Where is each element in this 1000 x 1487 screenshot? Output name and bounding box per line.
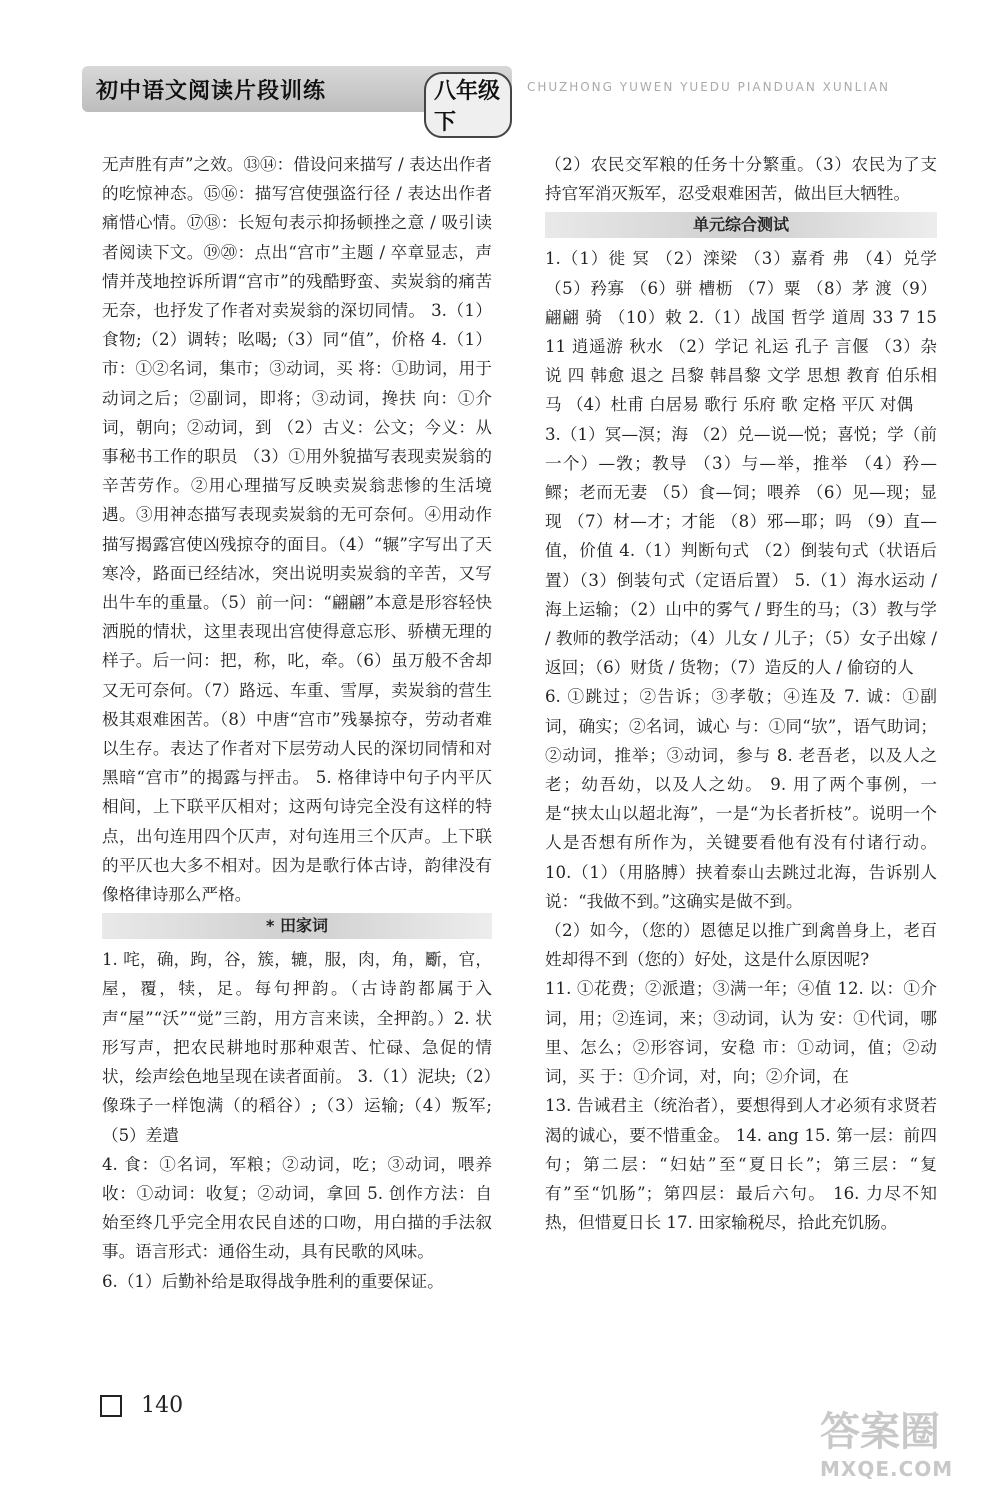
answer-paragraph: （2）如今，（您的）恩德足以推广到禽兽身上，老百姓却得不到（您的）好处，这是什么原因呢? <box>545 921 937 970</box>
page-square-icon <box>100 1395 122 1417</box>
answer-paragraph: 无声胜有声”之效。⑬⑭：借设问来描写 / 表达出作者的吃惊神态。⑮⑯：描写宫使强盗行径 / 表达出作者痛惜心情。⑰⑱：长短句表示抑扬顿挫之意 / 吸引读者阅读下文。⑲⑳：点出“宫市”主题 / 卒章显志，声情并茂地控诉所谓“宫市”的残酷野蛮、卖炭翁的痛苦无奈，也抒发了作者对卖炭翁的深切同情。 3.（1）食物;（2）调转；吆喝;（3）同“值”，价格 4.（1）市：①②名词，集市；③动词，买 将：①助词，用于动词之后；②副词，即将；③动词，搀扶 向：①介词，朝向；②动词，到 （2）古义：公文；今义：从事秘书工作的职员 （3）①用外貌描写表现卖炭翁的辛苦劳作。②用心理描写反映卖炭翁悲惨的生活境遇。③用神态描写表现卖炭翁的无可奈何。④用动作描写揭露宫使凶残掠夺的面目。（4）“辗”字写出了天寒冷，路面已经结冰，突出说明卖炭翁的辛苦，又写出牛车的重量。（5）前一问：“翩翩”本意是形容轻快洒脱的情状，这里表现出宫使得意忘形、骄横无理的样子。后一问：把，称，叱，牵。（6）虽万般不舍却又无可奈何。（7）路远、车重、雪厚，卖炭翁的营生极其艰难困苦。（8）中唐“宫市”残暴掠夺，劳动者难以生存。表达了作者对下层劳动人民的深切同情和对黑暗“宫市”的揭露与抨击。 5. 格律诗中句子内平仄相间，上下联平仄相对；这两句诗完全没有这样的特点，出句连用四个仄声，对句连用三个仄声。上下联的平仄也大多不相对。因为是歌行体古诗，韵律没有像格律诗那么严格。 <box>102 155 492 905</box>
header-banner <box>82 66 512 135</box>
answer-paragraph: 1.（1）徙 冥 （2）滦梁 （3）嘉肴 弗 （4）兑学 （5）矜寡 （6）骈 槽枥 （7）粟 （8）茅 渡（9）翩翩 骑 （10）敕 2.（1）战国 哲学 道周 33 7 15 11 逍遥游 秋水 （2）学记 礼运 孔子 言偃 （3）杂说 四 韩愈 退之 吕黎 韩昌黎 文学 思想 教育 伯乐相马 （4）杜甫 白居易 歌行 乐府 歌 定格 平仄 对偶 <box>545 249 937 415</box>
right-column <box>545 150 937 1237</box>
answer-paragraph: 6.（1）后勤补给是取得战争胜利的重要保证。 <box>102 1271 444 1291</box>
page-footer <box>100 1393 183 1418</box>
answer-paragraph: （2）农民交军粮的任务十分繁重。（3）农民为了支持官军消灭叛军，忍受艰难困苦，做出巨大牺牲。 <box>545 155 937 204</box>
answer-paragraph: 3.（1）冥—溟；海 （2）兑—说—悦；喜悦；学（前一个）—敩；教导 （3）与—举，推举 （4）矜—鳏；老而无妻 （5）食—饲；喂养 （6）见—现；显现 （7）材—才；才能 （8）邪—耶；吗 （9）直—值，价值 4.（1）判断句式 （2）倒装句式（状语后置）（3）倒装句式（定语后置） 5.（1）海水运动 / 海上运输；（2）山中的雾气 / 野生的马；（3）教与学 / 教师的教学活动；（4）儿女 / 儿子；（5）女子出嫁 / 返回；（6）财货 / 货物；（7）造反的人 / 偷窃的人 <box>545 424 937 678</box>
header-pinyin: CHUZHONG YUWEN YUEDU PIANDUAN XUNLIAN <box>527 80 891 94</box>
answer-paragraph: 11. ①花费；②派遣；③满一年；④值 12. 以：①介词，用；②连词，来；③动词，认为 安：①代词，哪里、怎么；②形容词，安稳 市：①动词，值；②动词，买 于：①介词，对，向；②介词，在 <box>545 979 937 1087</box>
answer-paragraph: 13. 告诫君主（统治者），要想得到人才必须有求贤若渴的诚心，要不惜重金。 14. ang 15. 第一层：前四句；第二层：“妇姑”至“夏日长”；第三层：“复有”至“饥肠”；第四层：最后六句。 16. 力尽不知热，但惜夏日长 17. 田家输税尽，拾此充饥肠。 <box>545 1096 937 1233</box>
section-title-unit-test: 单元综合测试 <box>545 212 937 238</box>
left-column <box>102 150 492 1296</box>
answer-paragraph: 4. 食：①名词，军粮；②动词，吃；③动词，喂养 收：①动词：收复；②动词，拿回 5. 创作方法：自始至终几乎完全用农民自述的口吻，用白描的手法叙事。语言形式：通俗生动，具有民歌的风味。 <box>102 1154 492 1262</box>
page-number: 140 <box>141 1393 184 1418</box>
grade-badge: 八年级下 <box>424 72 512 138</box>
book-title: 初中语文阅读片段训练 <box>96 79 327 104</box>
watermark-main: 答案圈 <box>820 1409 940 1455</box>
page-header <box>82 66 922 135</box>
answer-paragraph: 6. ①跳过；②告诉；③孝敬；④连及 7. 诚：①副词，确实；②名词，诚心 与：①同“欤”，语气助词；②动词，推举；③动词，参与 8. 老吾老，以及人之老；幼吾幼，以及人之幼。 9. 用了两个事例，一是“挟太山以超北海”，一是“为长者折枝”。说明一个人是否想有所作为，关键要看他有没有付诸行动。 10.（1）（用胳膊）挟着泰山去跳过北海，告诉别人说：“我做不到。”这确实是做不到。 <box>545 687 937 911</box>
section-title-tianjiaci: * 田家词 <box>102 913 492 939</box>
answer-paragraph: 1. 咤，确，跔，谷，簇，辘，服，肉，角，斸，官，屋，覆，犊，足。每句押韵。（古诗韵都属于入声“屋”“沃”“觉”三韵，用方言来读，全押韵。）2. 状形写声，把农民耕地时那种艰苦、忙碌、急促的情状，绘声绘色地呈现在读者面前。 3.（1）泥块;（2）像珠子一样饱满（的稻谷）;（3）运输;（4）叛军;（5）差遣 <box>102 950 492 1145</box>
watermark <box>820 1400 990 1480</box>
watermark-url: MXQE.COM <box>820 1457 954 1481</box>
